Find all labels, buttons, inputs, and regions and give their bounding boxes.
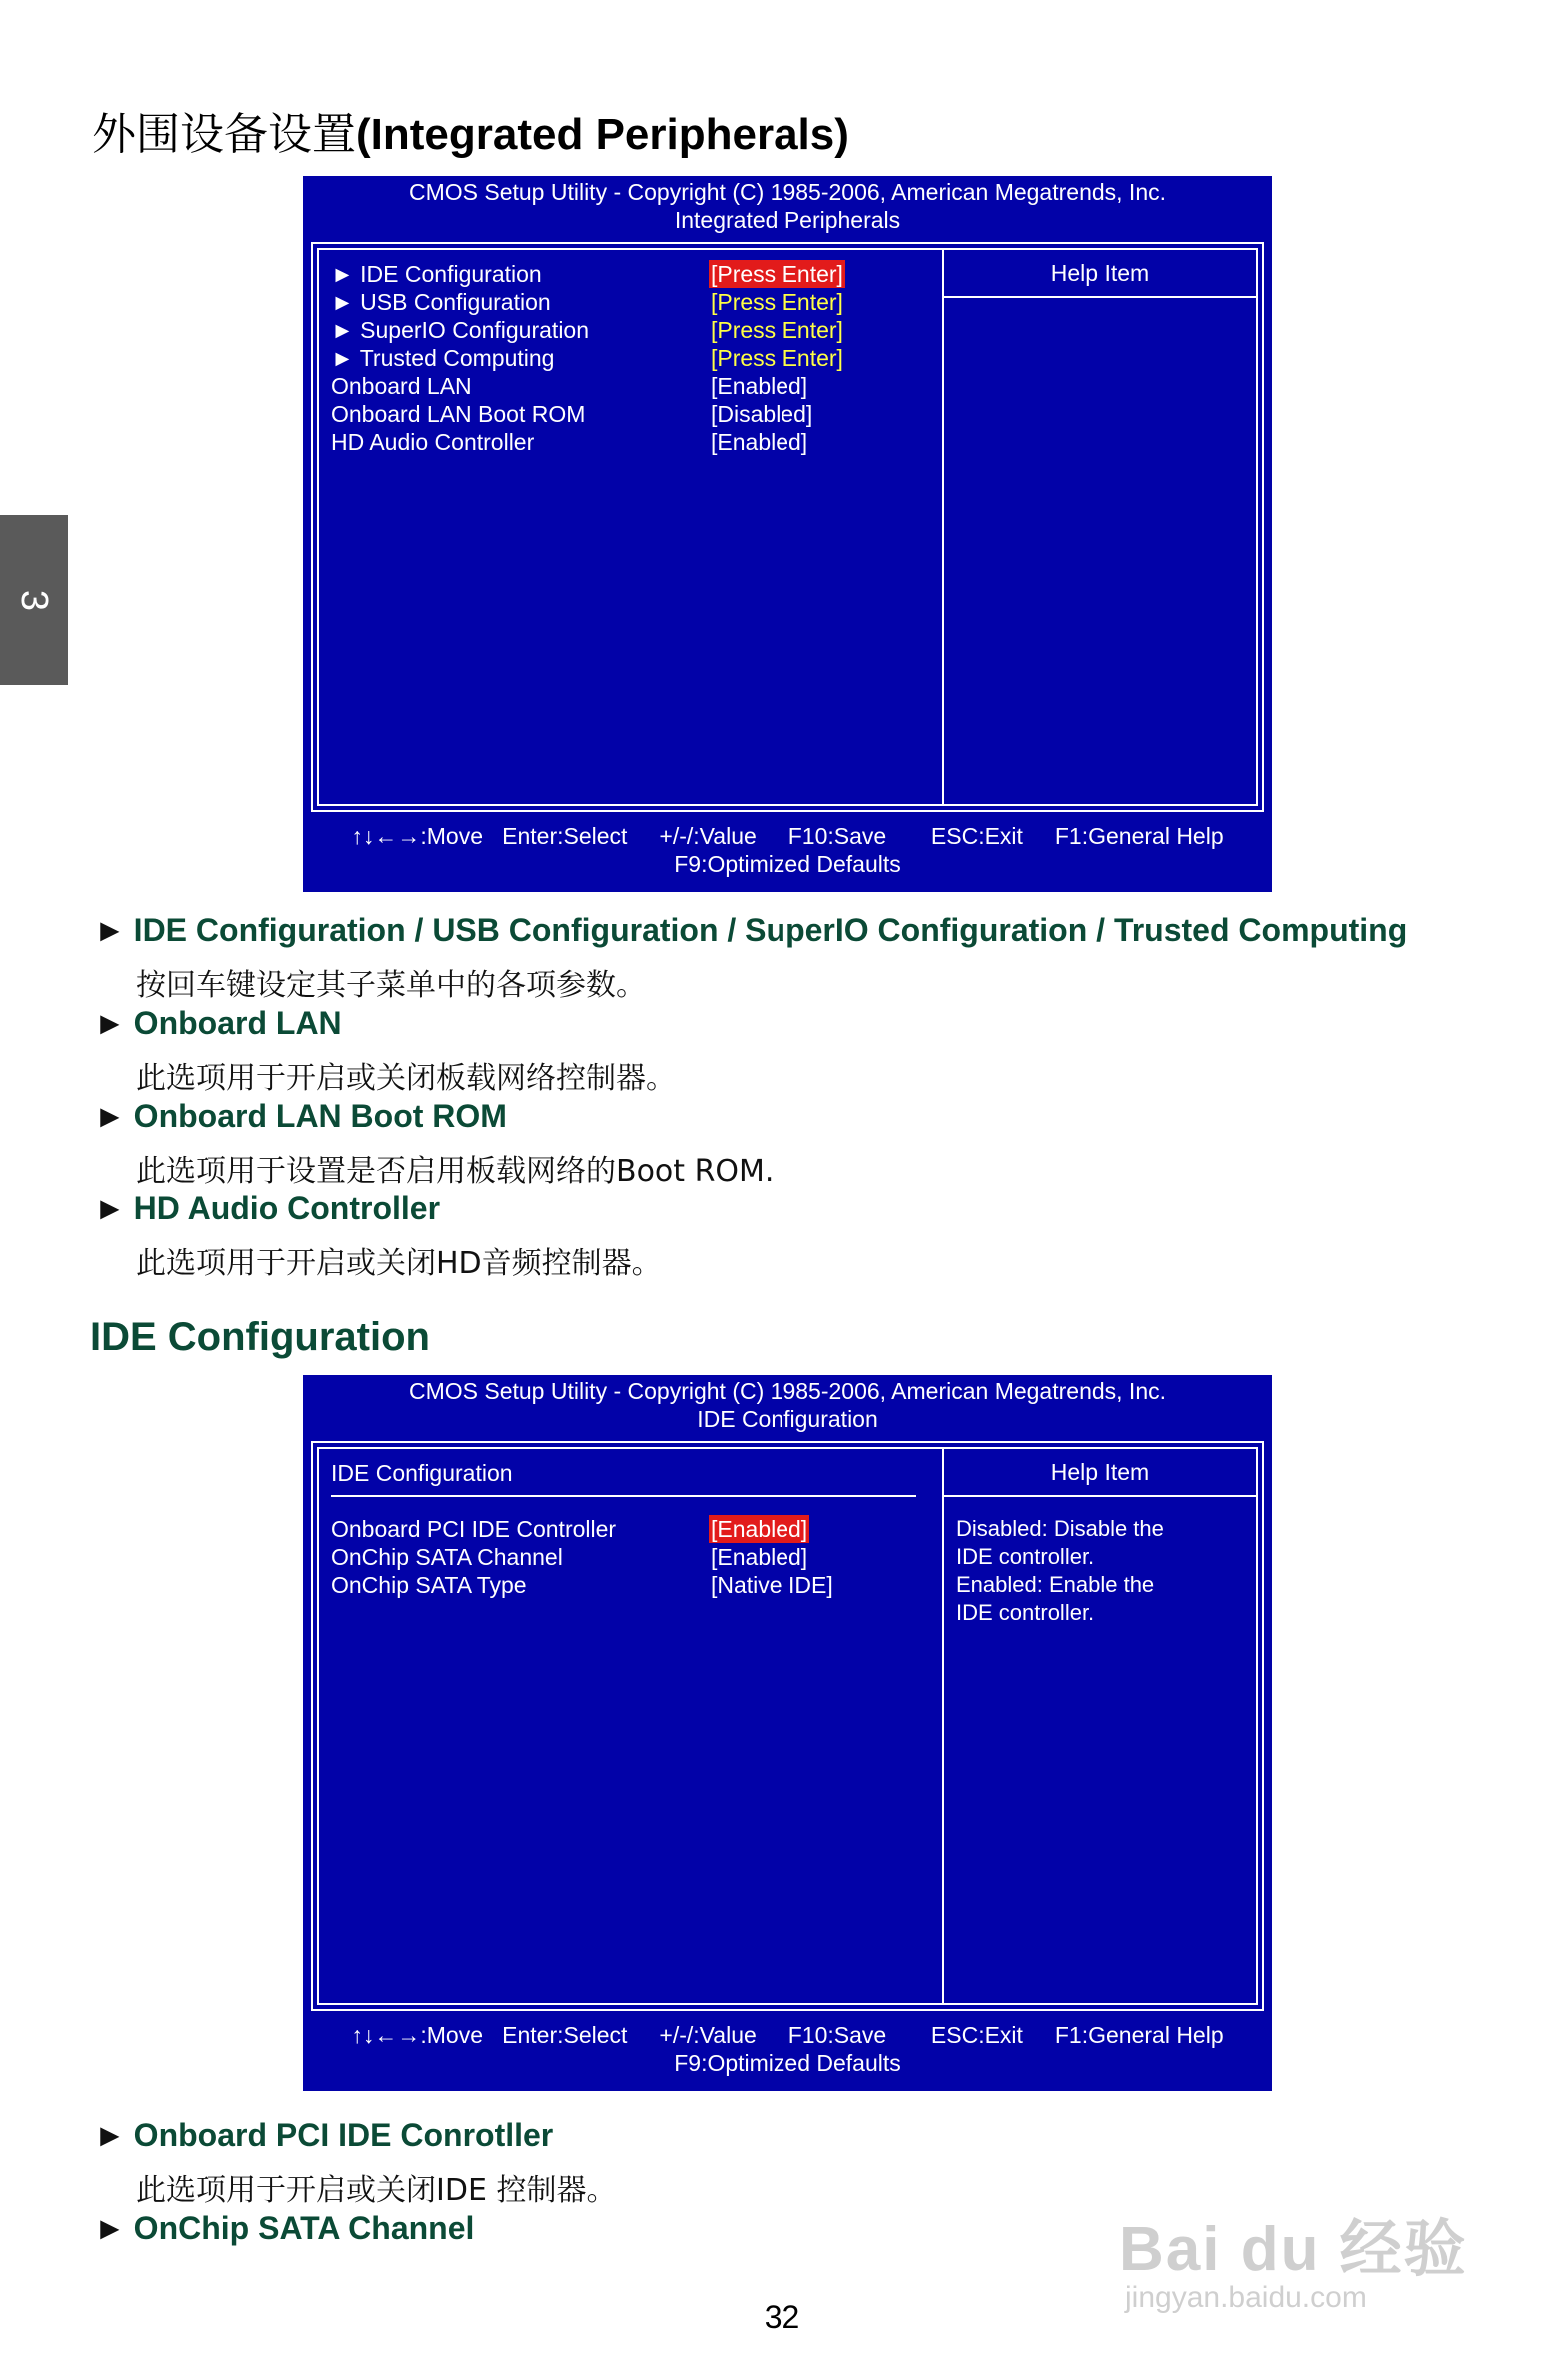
page-title-cn: 外围设备设置	[92, 109, 356, 160]
key-hint-optimized-defaults: F9:Optimized Defaults	[674, 851, 901, 877]
arrow-icon: ►	[94, 1098, 126, 1134]
help-divider	[944, 1495, 1256, 1497]
arrow-icon: ►	[94, 912, 126, 948]
panel-title-underline	[331, 1495, 916, 1497]
value-onchip-sata-channel[interactable]: [Enabled]	[711, 1544, 808, 1570]
menu-item-onboard-lan[interactable]: Onboard LAN	[331, 373, 472, 399]
key-hints: ↑↓←→:Move Enter:Select +/-/:Value F10:Save ESC:Exit F1:General Help	[351, 2022, 1224, 2048]
bios-screen-integrated-peripherals	[303, 176, 1272, 892]
baidu-watermark	[1119, 2169, 1479, 2319]
bios-screen-ide-configuration	[303, 1375, 1272, 2091]
bios-screen-title: IDE Configuration	[697, 1406, 878, 1432]
chapter-tab	[0, 515, 68, 685]
menu-item-onboard-lan-boot-rom[interactable]: Onboard LAN Boot ROM	[331, 401, 586, 427]
value-onboard-lan-boot-rom[interactable]: [Disabled]	[711, 401, 813, 427]
bios-frame-inner	[317, 1447, 1258, 2005]
value-usb-configuration[interactable]: [Press Enter]	[711, 289, 843, 315]
section-heading-ide-configuration: IDE Configuration	[90, 1315, 430, 1359]
desc-heading-onboard-lan-boot-rom: ► Onboard LAN Boot ROM	[94, 1098, 507, 1134]
desc-heading-onboard-lan: ► Onboard LAN	[94, 1005, 342, 1041]
value-ide-configuration[interactable]: [Press Enter]	[711, 261, 843, 287]
value-onboard-lan[interactable]: [Enabled]	[711, 373, 808, 399]
desc-text-hd-audio: 此选项用于开启或关闭HD音频控制器。	[136, 1246, 662, 1281]
page-title	[92, 98, 849, 162]
menu-item-usb-configuration[interactable]: ► USB Configuration	[331, 289, 551, 315]
menu-item-trusted-computing[interactable]: ► Trusted Computing	[331, 345, 555, 371]
bios-footer	[303, 2021, 1272, 2077]
arrow-icon: ►	[94, 2117, 126, 2153]
value-hd-audio-controller[interactable]: [Enabled]	[711, 429, 808, 455]
key-hints: ↑↓←→:Move Enter:Select +/-/:Value F10:Save ESC:Exit F1:General Help	[351, 823, 1224, 849]
bios-footer	[303, 822, 1272, 878]
arrow-icon: ►	[94, 1190, 126, 1226]
desc-heading-onchip-sata-channel: ► OnChip SATA Channel	[94, 2210, 475, 2246]
desc-heading-configs: ► IDE Configuration / USB Configuration / SuperIO Configuration / Trusted Computing	[94, 912, 1408, 948]
key-hint-optimized-defaults: F9:Optimized Defaults	[674, 2050, 901, 2076]
value-onboard-pci-ide-controller[interactable]: [Enabled]	[711, 1516, 808, 1542]
bios-frame-inner	[317, 248, 1258, 806]
desc-text-configs: 按回车键设定其子菜单中的各项参数。	[136, 968, 646, 1003]
value-superio-configuration[interactable]: [Press Enter]	[711, 317, 843, 343]
menu-item-superio-configuration[interactable]: ► SuperIO Configuration	[331, 317, 590, 343]
menu-item-ide-configuration[interactable]: ► IDE Configuration	[331, 261, 542, 287]
bios-copyright: CMOS Setup Utility - Copyright (C) 1985-2006, American Megatrends, Inc.	[408, 179, 1167, 205]
desc-text-onboard-lan: 此选项用于开启或关闭板载网络控制器。	[136, 1061, 676, 1096]
menu-item-hd-audio-controller[interactable]: HD Audio Controller	[331, 429, 535, 455]
help-divider	[944, 296, 1256, 298]
value-trusted-computing[interactable]: [Press Enter]	[711, 345, 843, 371]
arrow-icon: ►	[94, 1005, 126, 1041]
menu-item-onchip-sata-channel[interactable]: OnChip SATA Channel	[331, 1544, 563, 1570]
chapter-number: 3	[13, 589, 56, 611]
help-item-title: Help Item	[1050, 1459, 1150, 1485]
bios-divider	[942, 1449, 944, 2003]
page-number: 32	[764, 2299, 800, 2335]
watermark-brand: Bai du 经验	[1119, 2215, 1468, 2284]
value-onchip-sata-type[interactable]: [Native IDE]	[711, 1572, 833, 1598]
bios-copyright: CMOS Setup Utility - Copyright (C) 1985-2006, American Megatrends, Inc.	[408, 1378, 1167, 1404]
page-title-en: (Integrated Peripherals)	[356, 110, 849, 159]
help-item-title: Help Item	[1050, 260, 1150, 286]
bios-divider	[942, 250, 944, 804]
desc-text-onboard-pci-ide: 此选项用于开启或关闭IDE 控制器。	[136, 2173, 617, 2208]
panel-title: IDE Configuration	[331, 1460, 513, 1486]
menu-item-onboard-pci-ide-controller[interactable]: Onboard PCI IDE Controller	[331, 1516, 617, 1542]
menu-item-onchip-sata-type[interactable]: OnChip SATA Type	[331, 1572, 527, 1598]
arrow-icon: ►	[94, 2210, 126, 2246]
bios-screen-title: Integrated Peripherals	[674, 207, 901, 233]
bios-frame	[311, 242, 1264, 812]
desc-text-onboard-lan-boot-rom: 此选项用于设置是否启用板载网络的Boot ROM.	[136, 1154, 775, 1189]
desc-heading-hd-audio: ► HD Audio Controller	[94, 1190, 441, 1226]
desc-heading-onboard-pci-ide: ► Onboard PCI IDE Conrotller	[94, 2117, 554, 2153]
watermark-url: jingyan.baidu.com	[1125, 2281, 1367, 2314]
bios-frame	[311, 1441, 1264, 2011]
help-text: Disabled: Disable the IDE controller. Enabled: Enable the IDE controller.	[956, 1516, 1164, 1625]
